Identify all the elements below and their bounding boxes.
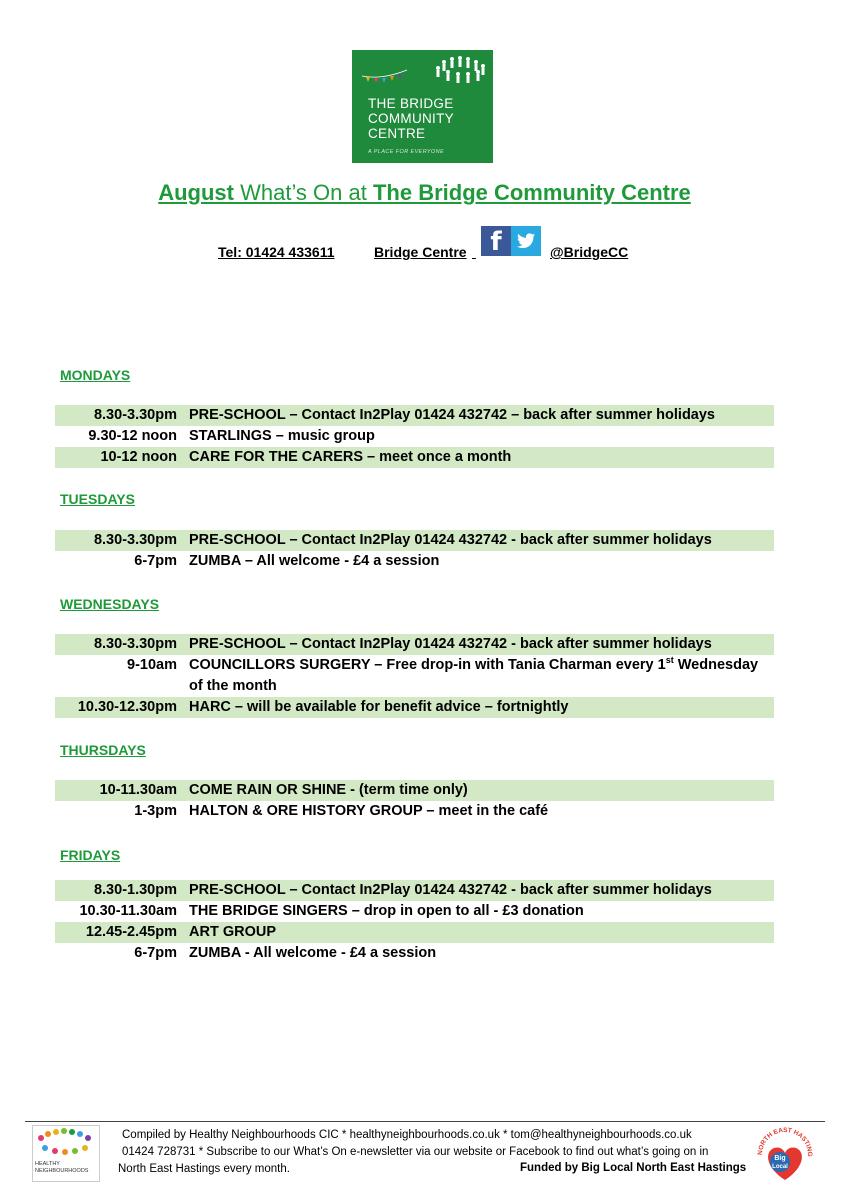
- session-time: 8.30-3.30pm: [93, 532, 177, 548]
- session-time: 1-3pm: [134, 803, 177, 819]
- list-item: [55, 405, 774, 426]
- list-item: [55, 901, 774, 922]
- twitter-icon[interactable]: [511, 226, 541, 256]
- day-heading-tuesdays: TUESDAYS: [60, 491, 135, 507]
- session-description: ART GROUP: [189, 924, 276, 940]
- telephone: Tel: 01424 433611: [218, 244, 335, 260]
- session-description: CARE FOR THE CARERS – meet once a month: [189, 449, 512, 465]
- session-description: PRE-SCHOOL – Contact In2Play 01424 432742 - back after summer holidays: [189, 882, 712, 898]
- day-heading-thursdays: THURSDAYS: [60, 742, 146, 758]
- session-description: STARLINGS – music group: [189, 428, 375, 444]
- session-description: ZUMBA - All welcome - £4 a session: [189, 945, 437, 961]
- session-time: 8.30-3.30pm: [93, 407, 177, 423]
- session-time: 9-10am: [127, 657, 177, 673]
- list-item: [55, 880, 774, 901]
- session-description: COME RAIN OR SHINE - (term time only): [189, 782, 468, 798]
- footer-divider: [25, 1121, 825, 1122]
- session-description: HALTON & ORE HISTORY GROUP – meet in the café: [189, 803, 549, 819]
- list-item: [55, 447, 774, 468]
- session-time: 6-7pm: [134, 945, 177, 961]
- session-time: 8.30-1.30pm: [93, 882, 177, 898]
- list-item: [55, 655, 774, 697]
- list-item: [55, 426, 774, 447]
- list-item: [55, 801, 774, 822]
- list-item: [55, 943, 774, 964]
- list-item: [55, 551, 774, 572]
- svg-text:Local: Local: [772, 1164, 788, 1170]
- day-heading-fridays: FRIDAYS: [60, 847, 121, 863]
- big-local-logo: [752, 1122, 818, 1188]
- svg-text:Big: Big: [774, 1155, 786, 1162]
- facebook-icon[interactable]: f: [481, 226, 511, 256]
- healthy-neighbourhoods-logo: [32, 1125, 100, 1182]
- twitter-handle[interactable]: @BridgeCC: [550, 244, 629, 260]
- footer-line-3: North East Hastings every month.: [118, 1163, 290, 1175]
- session-description: ZUMBA – All welcome - £4 a session: [189, 553, 440, 569]
- hn-logo-text: HEALTHY NEIGHBOURHOODS: [35, 1161, 89, 1174]
- session-time: 8.30-3.30pm: [93, 636, 177, 652]
- bridge-centre-logo: [352, 50, 493, 163]
- list-item: [55, 697, 774, 718]
- session-description: HARC – will be available for benefit advice – fortnightly: [189, 699, 569, 715]
- session-time: 10.30-11.30am: [79, 903, 177, 919]
- session-time: 12.45-2.45pm: [85, 924, 177, 940]
- session-description: PRE-SCHOOL – Contact In2Play 01424 432742 - back after summer holidays: [189, 636, 712, 652]
- list-item: [55, 780, 774, 801]
- facebook-link[interactable]: Bridge Centre: [374, 244, 467, 260]
- day-heading-mondays: MONDAYS: [60, 367, 131, 383]
- session-time: 10.30-12.30pm: [77, 699, 177, 715]
- session-description: COUNCILLORS SURGERY – Free drop-in with Tania Charman every 1st Wednesday of the month: [189, 655, 759, 694]
- session-time: 9.30-12 noon: [88, 428, 177, 444]
- svg-text:NORTH EAST HASTINGS: NORTH EAST HASTING: [756, 1126, 814, 1157]
- funded-by: Funded by Big Local North East Hastings: [520, 1162, 747, 1174]
- logo-tagline: A PLACE FOR EVERYONE: [368, 149, 445, 155]
- list-item: [55, 922, 774, 943]
- logo-wordmark: THE BRIDGE COMMUNITY CENTRE: [368, 96, 454, 141]
- list-item: [55, 634, 774, 655]
- session-time: 10-11.30am: [99, 782, 177, 798]
- footer-line-2: 01424 728731 * Subscribe to our What’s On e-newsletter via our website or Facebook to find out what’s going on in: [122, 1146, 709, 1158]
- session-description: THE BRIDGE SINGERS – drop in open to all - £3 donation: [189, 903, 584, 919]
- list-item: [55, 530, 774, 551]
- session-description: PRE-SCHOOL – Contact In2Play 01424 432742 – back after summer holidays: [189, 407, 715, 423]
- page-title: August What’s On at The Bridge Community Centre: [158, 180, 691, 205]
- session-time: 6-7pm: [134, 553, 177, 569]
- social-icons[interactable]: [481, 226, 541, 256]
- session-description: PRE-SCHOOL – Contact In2Play 01424 432742 - back after summer holidays: [189, 532, 712, 548]
- people-circle-icon: [33, 1126, 99, 1160]
- footer-line-1: Compiled by Healthy Neighbourhoods CIC * healthyneighbourhoods.co.uk * tom@healthyneighbourhoods.co.uk: [122, 1129, 692, 1141]
- session-time: 10-12 noon: [100, 449, 177, 465]
- day-heading-wednesdays: WEDNESDAYS: [60, 596, 160, 612]
